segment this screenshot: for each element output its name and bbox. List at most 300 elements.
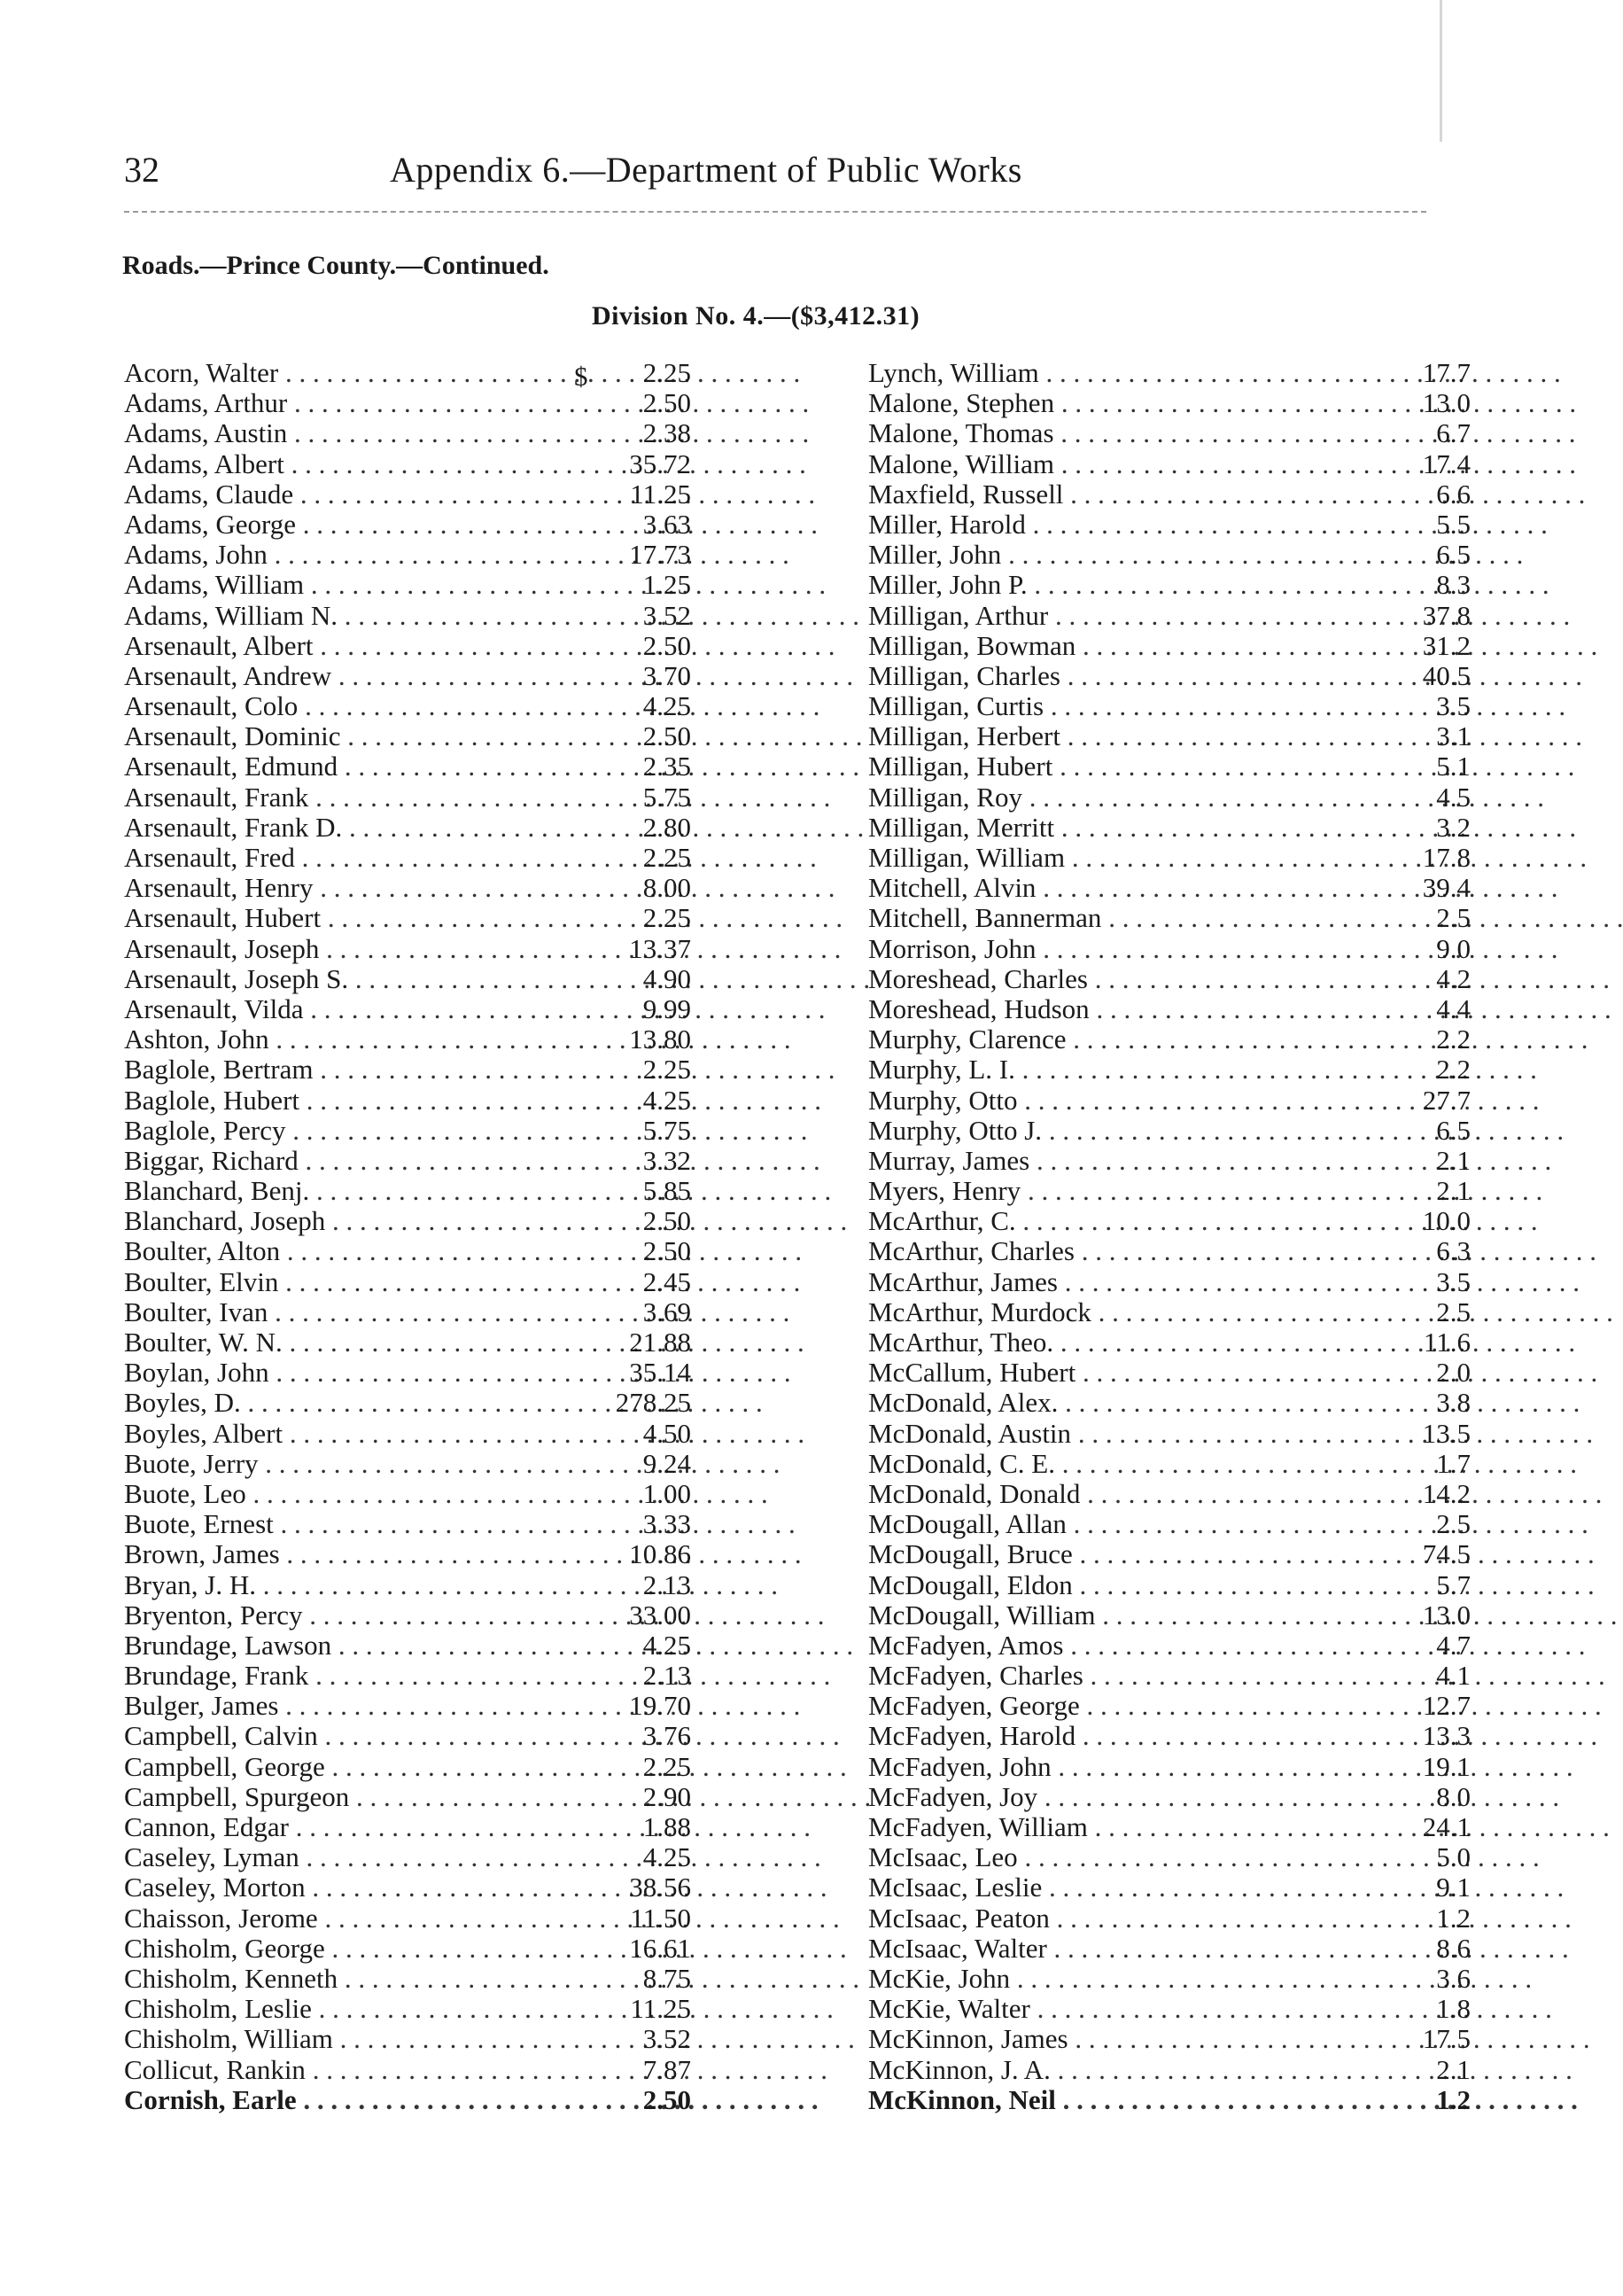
list-item	[124, 1782, 691, 1812]
payment-amount: 4.4	[1436, 992, 1471, 1024]
payment-amount: 4.5	[1436, 781, 1471, 813]
payment-amount: 2.0	[1436, 1357, 1471, 1389]
payee-name: Arsenault, Edmund . . .	[124, 751, 558, 782]
payee-name: McCallum, Hubert . . .	[868, 1358, 1302, 1388]
payee-name: McFadyen, Joy . . .	[868, 1782, 1302, 1812]
list-item	[124, 1146, 691, 1176]
payment-amount: 5.85	[642, 1175, 691, 1207]
list-item	[124, 1539, 691, 1569]
payment-amount: 6.6	[1436, 478, 1471, 510]
payment-amount: 1.2	[1436, 2083, 1471, 2115]
payee-name: Arsenault, Frank . . .	[124, 782, 558, 813]
payment-amount: 3.70	[642, 659, 691, 691]
payee-name: McDonald, Austin . . .	[868, 1419, 1302, 1449]
list-item	[868, 1447, 1471, 1479]
payment-amount: 38.56	[629, 1872, 691, 1903]
list-item	[868, 751, 1471, 782]
payment-amount: 19.1	[1422, 1750, 1471, 1782]
payee-name: Buote, Jerry . . .	[124, 1449, 558, 1479]
payee-name: Adams, William . . .	[124, 570, 558, 600]
payee-name: Bryan, J. H. . . .	[124, 1570, 558, 1600]
payment-amount: 2.80	[642, 811, 691, 843]
list-item	[868, 872, 1471, 904]
list-item	[868, 932, 1471, 964]
payment-amount: 4.2	[1436, 962, 1471, 994]
payee-name: Maxfield, Russell . . .	[868, 479, 1302, 510]
payee-name: Murphy, Otto J. . . .	[868, 1116, 1302, 1146]
list-item	[868, 539, 1471, 571]
list-item	[868, 357, 1471, 388]
payee-name: Blanchard, Joseph . . .	[124, 1206, 558, 1236]
payment-amount: 1.7	[1436, 1447, 1471, 1479]
payee-name: Adams, Austin . . .	[124, 418, 558, 448]
payee-name: Arsenault, Albert . . .	[124, 631, 558, 661]
payee-name: Miller, John . . .	[868, 540, 1302, 570]
list-item	[124, 1206, 691, 1236]
payment-amount: 3.1	[1436, 720, 1471, 752]
list-item	[124, 1842, 691, 1872]
payment-amount: 9.1	[1436, 1872, 1471, 1903]
list-item	[124, 1388, 691, 1418]
list-item	[124, 388, 691, 418]
list-item	[124, 782, 691, 813]
payment-amount: 24.1	[1422, 1811, 1471, 1842]
payment-amount: 2.50	[642, 720, 691, 752]
payment-amount: 3.76	[642, 1720, 691, 1752]
payee-name: Baglole, Hubert . . .	[124, 1086, 558, 1116]
list-item	[868, 690, 1471, 722]
payee-name: Chaisson, Jerome . . .	[124, 1903, 558, 1934]
payment-amount: 17.8	[1422, 842, 1471, 873]
list-item	[868, 1235, 1471, 1267]
list-item	[868, 1327, 1471, 1358]
payment-amount: 3.32	[642, 1144, 691, 1176]
currency-symbol: $	[574, 361, 588, 392]
payment-amount: 5.75	[642, 1114, 691, 1146]
payment-amount: 12.7	[1422, 1690, 1471, 1722]
list-item	[124, 873, 691, 903]
list-item	[124, 691, 691, 721]
page-title: Appendix 6.—Department of Public Works	[390, 150, 1022, 190]
payment-amount: 8.75	[642, 1962, 691, 1994]
list-item	[124, 1419, 691, 1449]
payee-name: Baglole, Percy . . .	[124, 1116, 558, 1146]
list-item	[868, 1175, 1471, 1207]
list-item	[124, 479, 691, 510]
list-item	[124, 2024, 691, 2054]
payment-amount: 2.25	[642, 902, 691, 934]
right-column-list	[868, 357, 1471, 2115]
payee-name: McArthur, Charles . . .	[868, 1236, 1302, 1266]
payment-amount: 2.5	[1436, 1508, 1471, 1540]
payee-name: Biggar, Richard . . .	[124, 1146, 558, 1176]
payee-name: McDonald, Donald . . .	[868, 1479, 1302, 1509]
payment-amount: 11.50	[630, 1902, 691, 1934]
list-item	[868, 1054, 1471, 1086]
list-item	[868, 992, 1471, 1024]
payment-amount: 5.7	[1436, 1568, 1471, 1600]
payment-amount: 2.2	[1436, 1054, 1471, 1086]
list-item	[868, 720, 1471, 752]
list-item	[868, 842, 1471, 873]
payment-amount: 2.90	[642, 1780, 691, 1812]
payment-amount: 3.5	[1436, 690, 1471, 722]
payment-amount: 39.4	[1422, 872, 1471, 904]
payee-name: Malone, Stephen . . .	[868, 388, 1302, 418]
payment-amount: 4.25	[642, 1084, 691, 1116]
list-item	[124, 510, 691, 540]
list-item	[124, 1994, 691, 2024]
list-item	[124, 358, 691, 388]
list-item	[868, 1144, 1471, 1176]
list-item	[124, 1449, 691, 1479]
list-item	[124, 2055, 691, 2085]
payment-amount: 3.33	[642, 1508, 691, 1540]
payee-name: Milligan, Bowman . . .	[868, 631, 1302, 661]
payee-name: McFadyen, William . . .	[868, 1812, 1302, 1842]
payment-amount: 3.2	[1436, 811, 1471, 843]
list-item	[124, 1509, 691, 1539]
payment-amount: 2.35	[642, 751, 691, 782]
payee-name: McDonald, Alex. . . .	[868, 1388, 1302, 1418]
payment-amount: 2.25	[642, 357, 691, 388]
list-item	[868, 1084, 1471, 1116]
payment-amount: 1.88	[642, 1811, 691, 1842]
payee-name: Arsenault, Joseph S. . . .	[124, 964, 558, 994]
list-item	[868, 1023, 1471, 1055]
list-item	[868, 1265, 1471, 1297]
payee-name: Chisholm, William . . .	[124, 2024, 558, 2054]
list-item	[868, 1538, 1471, 1570]
payment-amount: 74.5	[1422, 1538, 1471, 1570]
payee-name: Milligan, Herbert . . .	[868, 721, 1302, 751]
payee-name: Murray, James . . .	[868, 1146, 1302, 1176]
list-item	[868, 569, 1471, 601]
payment-amount: 2.1	[1436, 2053, 1471, 2085]
payee-name: Adams, Arthur . . .	[124, 388, 558, 418]
payment-amount: 5.75	[642, 781, 691, 813]
list-item	[124, 540, 691, 570]
list-item	[868, 629, 1471, 661]
payee-name: Myers, Henry . . .	[868, 1176, 1302, 1206]
payment-amount: 17.7	[1422, 357, 1471, 388]
payment-amount: 8.3	[1436, 569, 1471, 601]
payee-name: Adams, George . . .	[124, 510, 558, 540]
payment-amount: 2.45	[642, 1265, 691, 1297]
payee-name: Lynch, William . . .	[868, 358, 1302, 388]
payee-name: McIsaac, Peaton . . .	[868, 1903, 1302, 1934]
payment-amount: 6.3	[1436, 1235, 1471, 1267]
payment-amount: 17.5	[1422, 2023, 1471, 2055]
list-item	[124, 1086, 691, 1116]
payment-amount: 2.2	[1436, 1023, 1471, 1055]
list-item	[868, 448, 1471, 479]
list-item	[124, 1024, 691, 1055]
header-divider	[124, 211, 1426, 213]
list-item	[868, 1690, 1471, 1722]
payee-name: Baglole, Bertram . . .	[124, 1055, 558, 1085]
list-item	[868, 599, 1471, 631]
division-heading: Division No. 4.—($3,412.31)	[592, 301, 920, 331]
payee-name: Boulter, Alton . . .	[124, 1236, 558, 1266]
payment-amount: 4.1	[1436, 1660, 1471, 1692]
payee-name: McIsaac, Leslie . . .	[868, 1872, 1302, 1903]
list-item	[124, 1631, 691, 1661]
payment-amount: 1.25	[642, 569, 691, 601]
payment-amount: 2.5	[1436, 1296, 1471, 1327]
list-item	[124, 631, 691, 661]
payee-name: Boulter, Ivan . . .	[124, 1297, 558, 1327]
payee-name: Arsenault, Frank D. . . .	[124, 813, 558, 843]
payee-name: Brown, James . . .	[124, 1539, 558, 1569]
payee-name: Boylan, John . . .	[124, 1358, 558, 1388]
payment-amount: 2.50	[642, 629, 691, 661]
left-column-list	[124, 358, 691, 2115]
payment-amount: 8.0	[1436, 1780, 1471, 1812]
list-item	[868, 1477, 1471, 1509]
payee-name: Arsenault, Colo . . .	[124, 691, 558, 721]
payment-amount: 3.6	[1436, 1962, 1471, 1994]
payment-amount: 4.25	[642, 1629, 691, 1661]
payee-name: McKinnon, Neil . . .	[868, 2085, 1302, 2115]
payment-amount: 31.2	[1422, 629, 1471, 661]
payment-amount: 33.00	[629, 1599, 691, 1631]
payee-name: Mitchell, Alvin . . .	[868, 873, 1302, 903]
payment-amount: 4.50	[642, 1417, 691, 1449]
payment-amount: 2.1	[1436, 1175, 1471, 1207]
payee-name: McIsaac, Leo . . .	[868, 1842, 1302, 1872]
payment-amount: 14.2	[1422, 1477, 1471, 1509]
payment-amount: 2.1	[1436, 1144, 1471, 1176]
payee-name: Arsenault, Andrew . . .	[124, 661, 558, 691]
payee-name: McArthur, James . . .	[868, 1267, 1302, 1297]
payment-amount: 16.61	[629, 1932, 691, 1964]
list-item	[124, 1691, 691, 1721]
list-item	[124, 1661, 691, 1691]
list-item	[124, 1872, 691, 1903]
payee-name: Bulger, James . . .	[124, 1691, 558, 1721]
list-item	[868, 2053, 1471, 2085]
list-item	[868, 1357, 1471, 1389]
payment-amount: 37.8	[1422, 599, 1471, 631]
payee-name: Chisholm, George . . .	[124, 1934, 558, 1964]
payee-name: Murphy, Otto . . .	[868, 1086, 1302, 1116]
payee-name: Cannon, Edgar . . .	[124, 1812, 558, 1842]
list-item	[868, 387, 1471, 419]
list-item	[124, 1297, 691, 1327]
list-item	[124, 903, 691, 933]
payee-name: McIsaac, Walter . . .	[868, 1934, 1302, 1964]
section-heading: Roads.—Prince County.—Continued.	[122, 251, 549, 280]
payee-name: McFadyen, George . . .	[868, 1691, 1302, 1721]
list-item	[124, 1570, 691, 1600]
list-item	[124, 1600, 691, 1631]
payee-name: Brundage, Frank . . .	[124, 1661, 558, 1691]
payee-name: Cornish, Earle . . .	[124, 2085, 558, 2115]
payee-name: Caseley, Lyman . . .	[124, 1842, 558, 1872]
payment-amount: 6.5	[1436, 1114, 1471, 1146]
payee-name: Milligan, Hubert . . .	[868, 751, 1302, 782]
payee-name: McFadyen, Amos . . .	[868, 1631, 1302, 1661]
payee-name: Caseley, Morton . . .	[124, 1872, 558, 1903]
payee-name: Bryenton, Percy . . .	[124, 1600, 558, 1631]
payee-name: McDougall, Allan . . .	[868, 1509, 1302, 1539]
payment-amount: 13.80	[629, 1023, 691, 1055]
list-item	[124, 418, 691, 448]
payee-name: Boyles, Albert . . .	[124, 1419, 558, 1449]
payment-amount: 5.0	[1436, 1841, 1471, 1873]
payment-amount: 21.88	[629, 1327, 691, 1358]
payment-amount: 7.87	[642, 2053, 691, 2085]
list-item	[868, 1599, 1471, 1631]
payee-name: Milligan, William . . .	[868, 843, 1302, 873]
payment-amount: 10.0	[1422, 1205, 1471, 1237]
payee-name: McKie, John . . .	[868, 1964, 1302, 1994]
payee-name: Adams, John . . .	[124, 540, 558, 570]
list-item	[868, 1780, 1471, 1812]
payee-name: Milligan, Merritt . . .	[868, 813, 1302, 843]
payment-amount: 9.99	[642, 992, 691, 1024]
payee-name: Adams, Albert . . .	[124, 449, 558, 479]
payment-amount: 1.8	[1436, 1993, 1471, 2025]
list-item	[868, 1660, 1471, 1692]
payee-name: McFadyen, Charles . . .	[868, 1661, 1302, 1691]
list-item	[868, 417, 1471, 449]
payee-name: McArthur, Murdock . . .	[868, 1297, 1302, 1327]
list-item	[868, 659, 1471, 691]
list-item	[868, 1750, 1471, 1782]
payee-name: Morrison, John . . .	[868, 934, 1302, 964]
payment-amount: 40.5	[1422, 659, 1471, 691]
payment-amount: 13.5	[1422, 1417, 1471, 1449]
payment-amount: 6.5	[1436, 539, 1471, 571]
list-item	[868, 1387, 1471, 1419]
payee-name: Malone, William . . .	[868, 449, 1302, 479]
payment-amount: 278.25	[615, 1387, 691, 1419]
payee-name: Campbell, George . . .	[124, 1752, 558, 1782]
list-item	[124, 1721, 691, 1751]
payment-amount: 35.72	[629, 448, 691, 479]
payment-amount: 10.86	[629, 1538, 691, 1570]
list-item	[868, 508, 1471, 540]
payee-name: Boulter, W. N. . . .	[124, 1327, 558, 1358]
payee-name: Campbell, Spurgeon . . .	[124, 1782, 558, 1812]
list-item	[124, 1327, 691, 1358]
payee-name: Arsenault, Vilda . . .	[124, 994, 558, 1024]
payment-amount: 4.90	[642, 962, 691, 994]
list-item	[868, 1114, 1471, 1146]
list-item	[868, 1993, 1471, 2025]
list-item	[868, 1629, 1471, 1661]
payment-amount: 2.50	[642, 2083, 691, 2115]
payment-amount: 2.50	[642, 1205, 691, 1237]
payee-name: McArthur, Theo. . . .	[868, 1327, 1302, 1358]
payee-name: Campbell, Calvin . . .	[124, 1721, 558, 1751]
list-item	[868, 1296, 1471, 1327]
payment-amount: 17.4	[1422, 448, 1471, 479]
payee-name: Boulter, Elvin . . .	[124, 1267, 558, 1297]
payment-amount: 2.25	[642, 1054, 691, 1086]
list-item	[124, 570, 691, 600]
page-number: 32	[124, 150, 159, 190]
list-item	[868, 1962, 1471, 1994]
payment-amount: 1.2	[1436, 1902, 1471, 1934]
payee-name: Miller, John P. . . .	[868, 570, 1302, 600]
payee-name: Arsenault, Joseph . . .	[124, 934, 558, 964]
list-item	[124, 964, 691, 994]
list-item	[124, 1903, 691, 1934]
payment-amount: 13.37	[629, 932, 691, 964]
payment-amount: 3.63	[642, 508, 691, 540]
list-item	[124, 661, 691, 691]
payment-amount: 2.38	[642, 417, 691, 449]
payee-name: McKie, Walter . . .	[868, 1994, 1302, 2024]
list-item	[124, 813, 691, 843]
payment-amount: 9.0	[1436, 932, 1471, 964]
payee-name: Mitchell, Bannerman . . .	[868, 903, 1302, 933]
list-item	[868, 902, 1471, 934]
payee-name: McKinnon, J. A. . . .	[868, 2055, 1302, 2085]
list-item	[124, 1812, 691, 1842]
list-item	[124, 1176, 691, 1206]
payment-amount: 3.52	[642, 2023, 691, 2055]
payee-name: Chisholm, Kenneth . . .	[124, 1964, 558, 1994]
payee-name: Adams, Claude . . .	[124, 479, 558, 510]
list-item	[868, 781, 1471, 813]
payment-amount: 13.3	[1422, 1720, 1471, 1752]
payment-amount: 8.00	[642, 872, 691, 904]
list-item	[868, 1902, 1471, 1934]
list-item	[868, 811, 1471, 843]
list-item	[868, 1568, 1471, 1600]
list-item	[124, 751, 691, 782]
payee-name: McDonald, C. E. . . .	[868, 1449, 1302, 1479]
list-item	[124, 934, 691, 964]
payment-amount: 19.70	[629, 1690, 691, 1722]
payment-amount: 3.8	[1436, 1387, 1471, 1419]
payee-name: McFadyen, John . . .	[868, 1752, 1302, 1782]
list-item	[868, 1872, 1471, 1903]
list-item	[868, 1932, 1471, 1964]
payment-amount: 3.69	[642, 1296, 691, 1327]
list-item	[124, 1479, 691, 1509]
page-header	[124, 149, 1435, 202]
page-edge-mark	[1440, 0, 1442, 142]
list-item	[124, 449, 691, 479]
payee-name: Milligan, Arthur . . .	[868, 601, 1302, 631]
payee-name: Ashton, John . . .	[124, 1024, 558, 1055]
payee-name: Arsenault, Henry . . .	[124, 873, 558, 903]
payee-name: Blanchard, Benj. . . .	[124, 1176, 558, 1206]
payment-amount: 6.7	[1436, 417, 1471, 449]
payee-name: Acorn, Walter . . .	[124, 358, 558, 388]
list-item	[124, 1116, 691, 1146]
payee-name: Milligan, Roy . . .	[868, 782, 1302, 813]
list-item	[124, 1236, 691, 1266]
payee-name: McDougall, Eldon . . .	[868, 1570, 1302, 1600]
payee-name: McDougall, Bruce . . .	[868, 1539, 1302, 1569]
payee-name: McArthur, C. . . .	[868, 1206, 1302, 1236]
payee-name: Murphy, L. I. . . .	[868, 1055, 1302, 1085]
payee-name: Moreshead, Hudson . . .	[868, 994, 1302, 1024]
payee-name: Arsenault, Dominic . . .	[124, 721, 558, 751]
payee-name: Boyles, D. . . .	[124, 1388, 558, 1418]
list-item	[124, 721, 691, 751]
payee-name: McFadyen, Harold . . .	[868, 1721, 1302, 1751]
list-item	[124, 2085, 691, 2115]
list-item	[868, 1205, 1471, 1237]
payee-name: Murphy, Clarence . . .	[868, 1024, 1302, 1055]
